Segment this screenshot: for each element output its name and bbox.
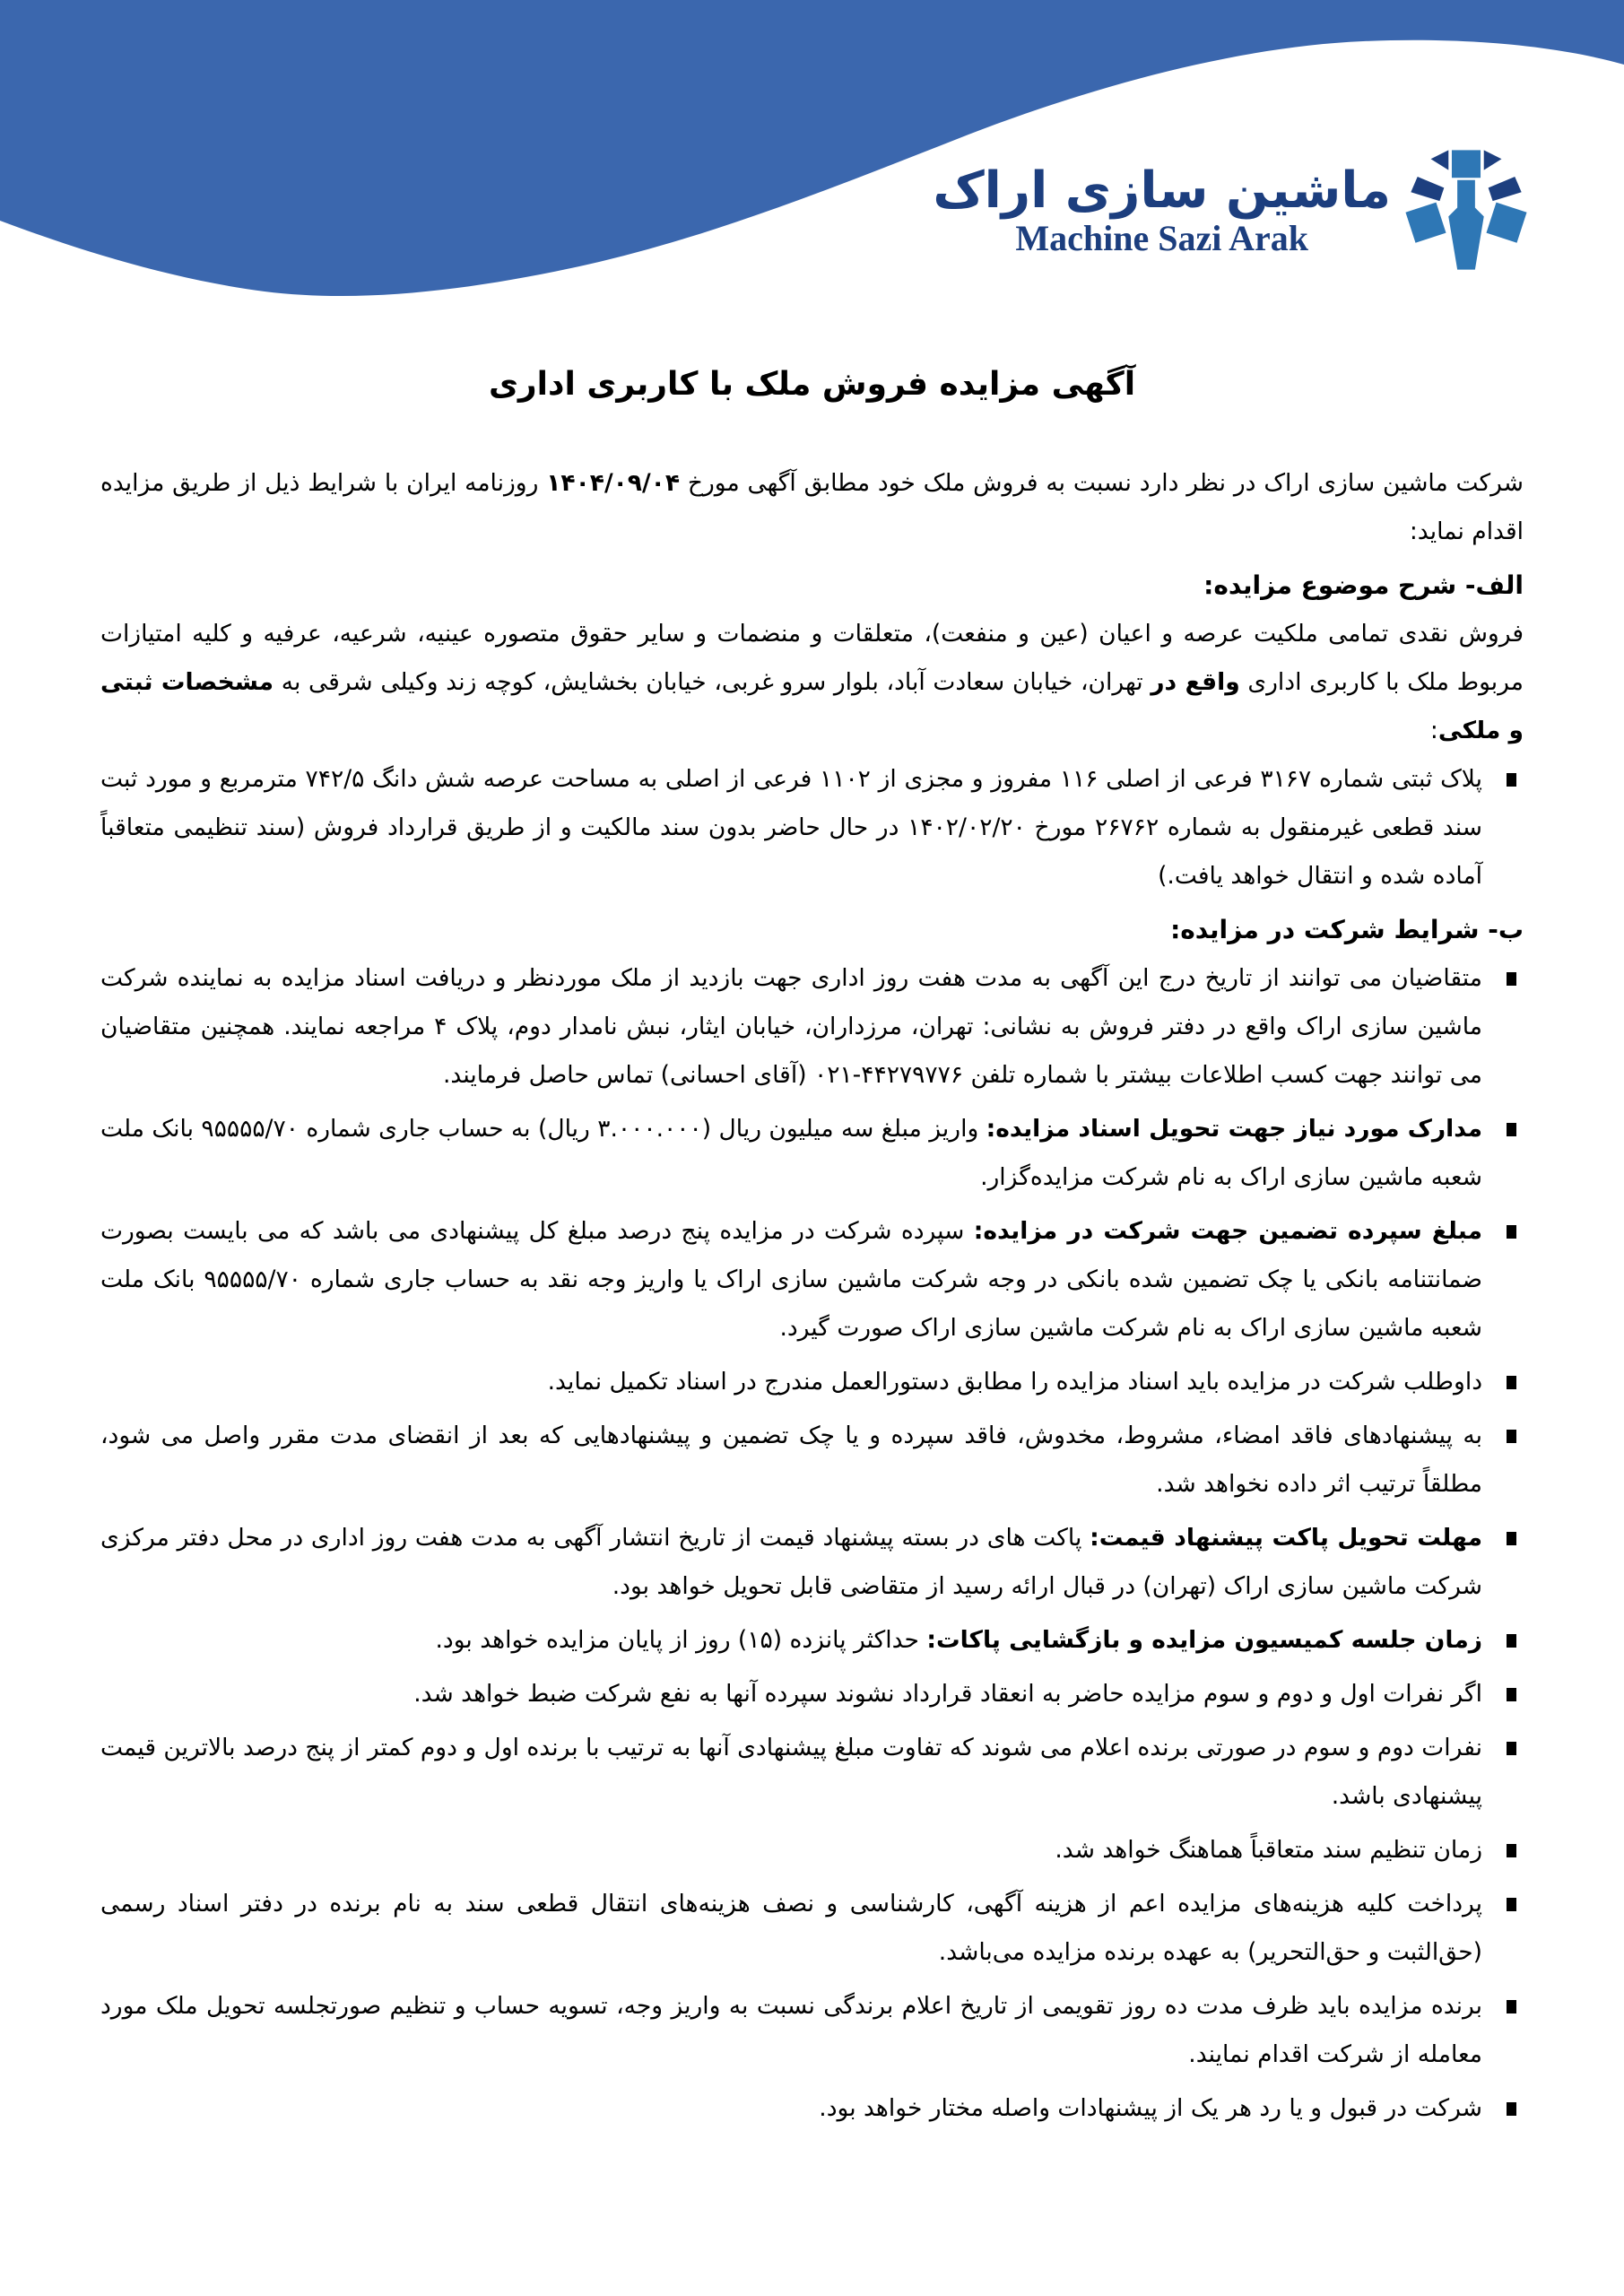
bullet-square-icon — [1507, 972, 1516, 986]
bullet-text: واریز مبلغ سه میلیون ریال (۳.۰۰۰.۰۰۰ ریال) به حساب جاری شماره ۹۵۵۵۵/۷۰ بانک ملت شعبه ماشین سازی اراک به نام شرکت مزایده‌گزار. — [100, 1115, 1482, 1191]
bullet-text: پرداخت کلیه هزینه‌های مزایده اعم از هزینه آگهی، کارشناسی و نصف هزینه‌های انتقال قطعی سند به نام برنده در دفتر اسناد رسمی (حق‌الثبت و حق‌التحریر) به عهده برنده مزایده می‌باشد. — [100, 1890, 1482, 1966]
announcement-date: ۱۴۰۴/۰۹/۰۴ — [546, 469, 681, 497]
bullet-text: شرکت در قبول و یا رد هر یک از پیشنهادات واصله مختار خواهد بود. — [819, 2094, 1482, 2122]
list-item — [100, 1616, 1524, 1665]
bullet-text: به پیشنهادهای فاقد امضاء، مشروط، مخدوش، فاقد سپرده و یا چک تضمین و پیشنهادهایی که بعد از انقضای مدت مقرر واصل می شود، مطلقاً ترتیب اثر داده نخواهد شد. — [100, 1422, 1482, 1498]
bullet-text: اگر نفرات اول و دوم و سوم مزایده حاضر به انعقاد قرارداد نشوند سپرده آنها به نفع شرکت ضبط خواهد شد. — [413, 1680, 1482, 1708]
company-name-en: Machine Sazi Arak — [1015, 218, 1308, 259]
bullet-text: پلاک ثبتی شماره ۳۱۶۷ فرعی از اصلی ۱۱۶ مفروز و مجزی از ۱۱۰۲ فرعی از اصلی به مساحت عرصه شش دانگ ۷۴۲/۵ مترمربع و مورد ثبت سند قطعی غیرمنقول به شماره ۲۶۷۶۲ مورخ ۱۴۰۲/۰۲/۲۰ در حال حاضر بدون سند مالکیت و از طریق قرارداد فروش (سند تنظیمی متعاقباً آماده شده و انتقال خواهد یافت.) — [100, 765, 1482, 890]
list-item — [100, 1670, 1524, 1718]
bullet-lead: مهلت تحویل پاکت پیشنهاد قیمت: — [1090, 1524, 1482, 1552]
section-a-bold-located-in: واقع در — [1151, 668, 1240, 696]
list-item — [100, 1514, 1524, 1611]
bullet-square-icon — [1507, 1844, 1516, 1857]
list-item — [100, 1880, 1524, 1977]
section-b-heading: ب- شرایط شرکت در مزایده: — [1170, 915, 1524, 944]
list-item — [100, 1105, 1524, 1202]
list-item — [100, 755, 1524, 900]
bullet-square-icon — [1507, 1225, 1516, 1239]
bullet-square-icon — [1507, 1123, 1516, 1136]
list-item — [100, 1982, 1524, 2079]
intro-paragraph — [100, 459, 1524, 556]
section-a-text-2: تهران، خیابان سعادت آباد، بلوار سرو غربی، خیابان بخشایش، کوچه زند وکیلی شرقی به — [274, 668, 1151, 696]
list-item — [100, 1826, 1524, 1874]
bullet-text: زمان تنظیم سند متعاقباً هماهنگ خواهد شد. — [1055, 1836, 1482, 1864]
bullet-square-icon — [1507, 2102, 1516, 2116]
list-item — [100, 1207, 1524, 1352]
list-item — [100, 1358, 1524, 1406]
bullet-square-icon — [1507, 1376, 1516, 1389]
bullet-square-icon — [1507, 1532, 1516, 1545]
bullet-text: نفرات دوم و سوم در صورتی برنده اعلام می شوند که تفاوت مبلغ پیشنهادی آنها به ترتیب با برنده اول و دوم کمتر از پنج درصد بالاترین قیمت پیشنهادی باشد. — [100, 1734, 1482, 1810]
list-item — [100, 954, 1524, 1100]
list-item — [100, 2084, 1524, 2133]
bullet-text: پاکت های در بسته پیشنهاد قیمت از تاریخ انتشار آگهی به مدت هفت روز اداری در محل دفتر مرکزی شرکت ماشین سازی اراک (تهران) در قبال ارائه رسید از متقاضی قابل تحویل خواهد بود. — [100, 1524, 1482, 1600]
bullet-square-icon — [1507, 1742, 1516, 1755]
list-item — [100, 1724, 1524, 1821]
bullet-square-icon — [1507, 1634, 1516, 1648]
section-a-bold-registry-specs: مشخصات ثبتی و ملکی — [100, 668, 1524, 744]
bullet-text: متقاضیان می توانند از تاریخ درج این آگهی به مدت هفت روز اداری جهت بازدید از ملک موردنظر و دریافت اسناد مزایده به نماینده شرکت ماشین سازی اراک واقع در دفتر فروش به نشانی: تهران، مرزداران، خیابان ایثار، نبش نامدار دوم، پلاک ۴ مراجعه نمایند. همچنین متقاضیان می توانند جهت کسب اطلاعات بیشتر با شماره تلفن ۴۴۲۷۹۷۷۶-۰۲۱ (آقای احسانی) تماس حاصل فرمایند. — [100, 964, 1482, 1089]
section-a-paragraph — [100, 610, 1524, 755]
section-a-text-1: فروش نقدی تمامی ملکیت عرصه و اعیان (عین و منفعت)، متعلقات و منضمات و سایر حقوق متصوره عینیه، شرعیه، عرفیه و کلیه امتیازات مربوط ملک با کاربری اداری — [100, 620, 1524, 696]
bullet-text: سپرده شرکت در مزایده پنج درصد مبلغ کل پیشنهادی می باشد که می بایست بصورت ضمانتنامه بانکی یا چک تضمین شده بانکی در وجه شرکت ماشین سازی اراک یا واریز وجه نقد به حساب جاری شماره ۹۵۵۵۵/۷۰ بانک ملت شعبه ماشین سازی اراک به نام شرکت ماشین سازی اراک صورت گیرد. — [100, 1217, 1482, 1342]
bullet-square-icon — [1507, 1898, 1516, 1911]
bullet-lead: مدارک مورد نیاز جهت تحویل اسناد مزایده: — [986, 1115, 1482, 1143]
bullet-lead: زمان جلسه کمیسیون مزایده و بازگشایی پاکات: — [926, 1626, 1482, 1654]
section-a-text-3: : — [1429, 717, 1438, 744]
bullet-text: داوطلب شرکت در مزایده باید اسناد مزایده را مطابق دستورالعمل مندرج در اسناد تکمیل نماید. — [547, 1368, 1482, 1396]
bullet-square-icon — [1507, 2000, 1516, 2013]
bullet-square-icon — [1507, 1430, 1516, 1443]
section-a-bullet-list — [100, 755, 1524, 900]
bullet-lead: مبلغ سپرده تضمین جهت شرکت در مزایده: — [973, 1217, 1482, 1245]
section-a-heading: الف- شرح موضوع مزایده: — [1203, 570, 1524, 600]
list-item — [100, 1412, 1524, 1509]
bullet-text: حداکثر پانزده (۱۵) روز از پایان مزایده خواهد بود. — [435, 1626, 927, 1654]
intro-text-before-date: شرکت ماشین سازی اراک در نظر دارد نسبت به فروش ملک خود مطابق آگهی مورخ — [680, 469, 1524, 497]
intro-text-after-date: روزنامه ایران با شرایط ذیل از طریق مزایده اقدام نماید: — [100, 469, 1524, 545]
section-b-bullet-list — [100, 954, 1524, 2133]
bullet-square-icon — [1507, 773, 1516, 787]
bullet-text: برنده مزایده باید ظرف مدت ده روز تقویمی از تاریخ اعلام برندگی نسبت به واریز وجه، تسویه حساب و تنظیم صورتجلسه تحویل ملک مورد معامله از شرکت اقدام نمایند. — [100, 1992, 1482, 2068]
company-name-fa: ماشین سازی اراک — [933, 161, 1391, 220]
page-title: آگهی مزایده فروش ملک با کاربری اداری — [488, 366, 1136, 403]
bullet-square-icon — [1507, 1688, 1516, 1701]
